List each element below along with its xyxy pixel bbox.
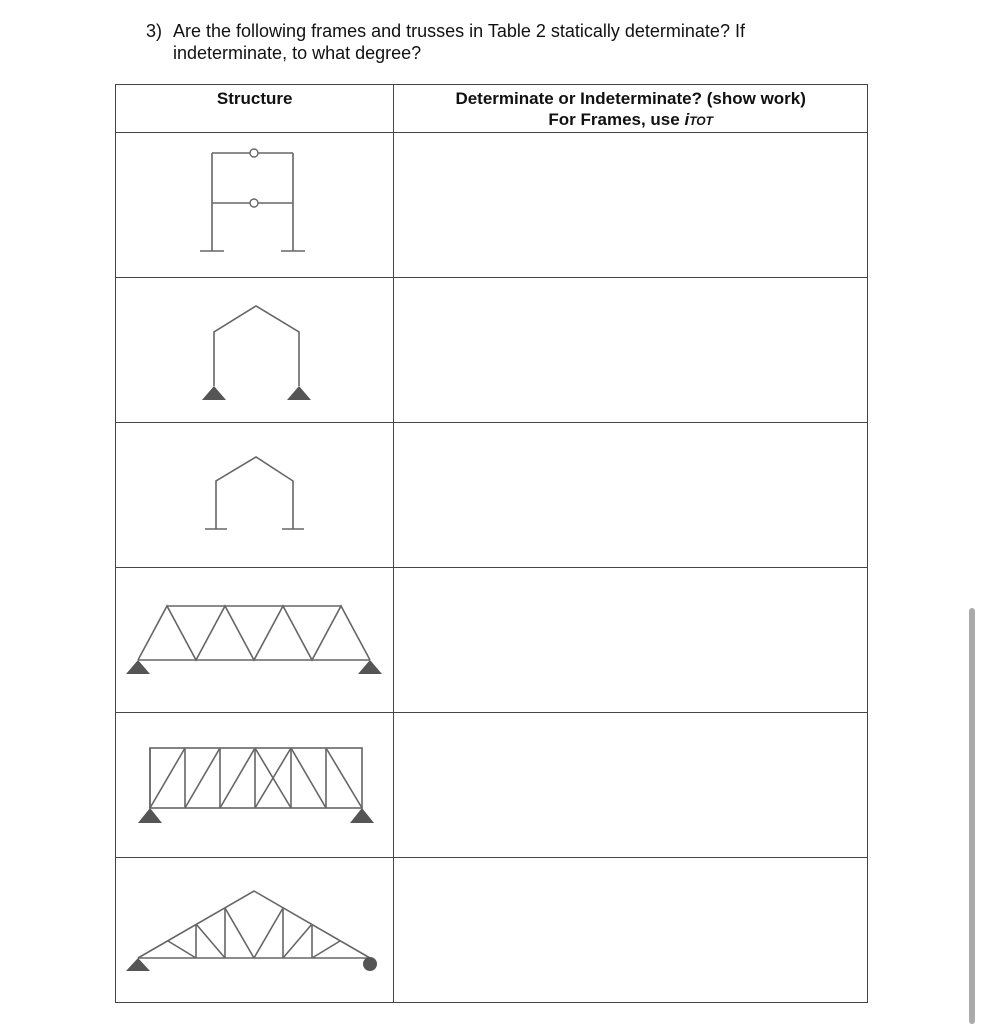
right-pin-support-icon bbox=[350, 808, 374, 823]
structure-cell-5 bbox=[116, 713, 394, 858]
table-row bbox=[116, 423, 868, 568]
table-row bbox=[116, 713, 868, 858]
gable-frame-fixed-diagram bbox=[116, 423, 394, 567]
top-chords bbox=[138, 891, 370, 958]
structure-cell-2 bbox=[116, 278, 394, 423]
table-row bbox=[116, 133, 868, 278]
header-structure: Structure bbox=[116, 85, 394, 133]
truss-outline bbox=[150, 748, 362, 808]
vertical-scrollbar[interactable] bbox=[969, 608, 975, 1024]
answer-cell-4[interactable] bbox=[394, 568, 868, 713]
answer-cell-6[interactable] bbox=[394, 858, 868, 1003]
upper-hinge-icon bbox=[250, 149, 258, 157]
answer-cell-2[interactable] bbox=[394, 278, 868, 423]
answer-cell-3[interactable] bbox=[394, 423, 868, 568]
right-pin-support-icon bbox=[287, 386, 311, 400]
pratt-truss-diagram bbox=[116, 713, 394, 857]
question-number: 3) bbox=[146, 21, 163, 41]
two-story-hinged-frame-diagram bbox=[116, 133, 394, 277]
left-pin-support-icon bbox=[138, 808, 162, 823]
structure-cell-3 bbox=[116, 423, 394, 568]
roof-truss-diagram bbox=[116, 858, 394, 1002]
table-row bbox=[116, 568, 868, 713]
answer-cell-5[interactable] bbox=[394, 713, 868, 858]
structure-cell-6 bbox=[116, 858, 394, 1003]
table-row bbox=[116, 278, 868, 423]
header-answer-line2: For Frames, use iTOT bbox=[548, 110, 713, 129]
structures-table bbox=[115, 84, 868, 1003]
question-text: Are the following frames and trusses in Table 2 statically determinate? If indeterminate, to what degree? bbox=[173, 21, 745, 63]
right-roller-support-icon bbox=[363, 957, 377, 971]
structure-cell-4 bbox=[116, 568, 394, 713]
left-pin-support-icon bbox=[126, 660, 150, 674]
frame-outline bbox=[216, 457, 293, 529]
frame-outline bbox=[214, 306, 299, 386]
answer-cell-1[interactable] bbox=[394, 133, 868, 278]
lower-hinge-icon bbox=[250, 199, 258, 207]
left-pin-support-icon bbox=[202, 386, 226, 400]
diagonal-members bbox=[138, 606, 370, 660]
warren-truss-diagram bbox=[116, 568, 394, 712]
right-pin-support-icon bbox=[358, 660, 382, 674]
gable-frame-pinned-diagram bbox=[116, 278, 394, 422]
left-pin-support-icon bbox=[126, 958, 150, 971]
table-row bbox=[116, 858, 868, 1003]
table-header-row bbox=[116, 85, 868, 133]
header-answer: Determinate or Indeterminate? (show work) For Frames, use iTOT bbox=[394, 85, 868, 133]
structure-cell-1 bbox=[116, 133, 394, 278]
